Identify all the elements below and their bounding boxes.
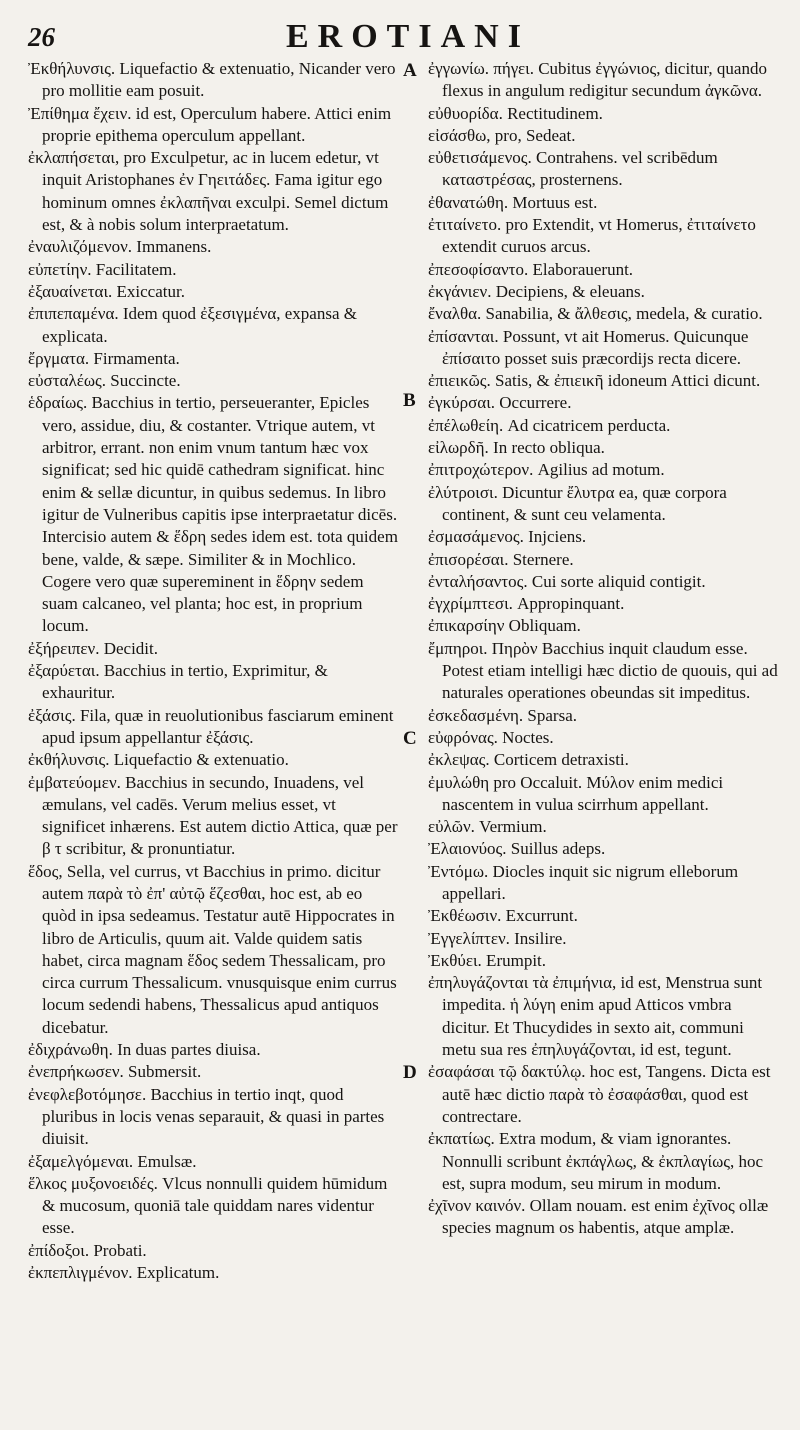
margin-letter-d: D [403, 1062, 417, 1083]
glossary-entry: ἐθανατώθη. Mortuus est. [428, 192, 598, 212]
glossary-entry: Ἐγγελίπτεν. Insilire. [428, 928, 567, 948]
glossary-entry: ἐγγωνίω. πήγει. Cubitus ἐγγώνιος, dicitur, quando flexus in angulum redigitur secundum ἀγκῶνα. [428, 59, 767, 101]
glossary-entry: ἐπιτροχώτερον. Agilius ad motum. [428, 460, 665, 480]
glossary-entry: εὐθυορίδα. Rectitudinem. [428, 103, 603, 123]
glossary-entry: εὐσταλέως. Succincte. [28, 371, 181, 391]
glossary-entry: ἐδιχράνωθη. In duas partes diuisa. [28, 1040, 261, 1060]
glossary-entry: ἐκγάνιεν. Decipiens, & eleuans. [428, 281, 645, 301]
glossary-entry: Ἐκθήλυνσις. Liquefactio & extenuatio, Nicander vero pro mollitie eam posuit. [28, 59, 396, 101]
glossary-entry: ἐμβατεύομεν. Bacchius in secundo, Inuadens, vel æmulans, vel cadēs. Verum melius esset, vt significet inhærens. Est autem dictio Attica, quæ per β τ scribitur, & pronuntiatur. [28, 772, 398, 859]
glossary-entry: ἐλύτροισι. Dicuntur ἔλυτρα ea, quæ corpora continent, & sunt ceu velamenta. [428, 482, 727, 524]
glossary-entry: ἐπίσανται. Possunt, vt ait Homerus. Quicunque ἐπίσαιτο posset suis præcordijs recta dicere. [428, 326, 749, 368]
glossary-entry: εἰσάσθω, pro, Sedeat. [428, 125, 576, 145]
glossary-entry: εὐθετισάμενος. Contrahens. vel scribēdum καταστρέσας, prosternens. [428, 148, 718, 190]
glossary-entry: ἐτιταίνετο. pro Extendit, vt Homerus, ἐτιταίνετο extendit curuos arcus. [428, 215, 756, 257]
glossary-entry: ἐμυλώθη pro Occaluit. Μύλον enim medici nascentem in vulua scirrhum appellant. [428, 772, 724, 814]
glossary-entry: εἰλωρδῆ. In recto obliqua. [428, 438, 605, 458]
glossary-entry: ἐκπατίως. Extra modum, & viam ignorantes. Nonnulli scribunt ἐκπάγλως, & ἐκπλαγίως, hoc est, supra modum, seu mirum in modum. [428, 1129, 764, 1193]
glossary-entry: εὐφρόνας. Noctes. [428, 727, 554, 747]
glossary-entry: ἐκπεπλιγμένον. Explicatum. [28, 1263, 220, 1283]
glossary-entry: ἐκθήλυνσις. Liquefactio & extenuatio. [28, 750, 289, 770]
glossary-entry: εὐπετίην. Facilitatem. [28, 259, 177, 279]
running-head: EROTIANI [286, 18, 530, 55]
glossary-entry: ἐνεφλεβοτόμησε. Bacchius in tertio inqt, quod pluribus in locis venas separauit, & quasi in partes diuisit. [28, 1084, 385, 1149]
glossary-entry: ἐκλεψας. Corticem detraxisti. [428, 750, 629, 770]
glossary-entry: ἕλκος μυξονοειδές. Vlcus nonnulli quidem hūmidum & mucosum, quoniā tale quiddam nares videntur esse. [28, 1173, 388, 1238]
margin-letter-c: C [403, 728, 417, 749]
glossary-entry: ἐσμασάμενος. Injciens. [428, 527, 587, 547]
glossary-entry: ἔμπηροι. Πηρὸν Bacchius inquit claudum esse. Potest etiam intelligi hæc dictio de quouis, qui ad naturales operationes obeundas sit impeditus. [428, 638, 778, 703]
glossary-entry: ἔναλθα. Sanabilia, & ἄλθεσις, medela, & curatio. [428, 304, 763, 324]
glossary-entry: εὐλῶν. Vermium. [428, 817, 547, 837]
glossary-entry: ἐξαμελγόμεναι. Emulsæ. [28, 1151, 197, 1171]
glossary-entry: ἐπιπεπαμένα. Idem quod ἐξεσιγμένα, expansa & explicata. [28, 304, 357, 346]
glossary-entry: ἐξαυαίνεται. Exiccatur. [28, 281, 185, 301]
glossary-entry: ἐξαρύεται. Bacchius in tertio, Exprimitur, & exhauritur. [28, 661, 328, 703]
glossary-entry: ἐπισορέσαι. Sternere. [428, 549, 574, 569]
glossary-entry: ἐκλαπήσεται, pro Exculpetur, ac in lucem edetur, vt inquit Aristophanes ἐν Γηειτάδες. Fama igitur ego hominum omnes ἐκλαπῆναι exculpi. Semel dictum est, & à nobis solum interpraetatum. [28, 148, 389, 235]
glossary-entry: Ἐκθύει. Erumpit. [428, 950, 547, 970]
glossary-entry: Ἐκθέωσιν. Excurrunt. [428, 906, 578, 926]
glossary-entry: Ἐπίθημα ἔχειν. id est, Operculum habere. Attici enim proprie epithema operculum appellant. [28, 103, 392, 145]
glossary-entry: ἐξήρειπεν. Decidit. [28, 638, 158, 658]
glossary-entry: ἐπηλυγάζονται τὰ ἐπιμήνια, id est, Menstrua sunt impedita. ἡ λύγη enim apud Atticos vmbra dicitur. Et Thucydides in sexto ait, communi metu sua res ἐπηλυγάζονται, id est, tegunt. [428, 973, 763, 1060]
page-header [0, 18, 800, 56]
glossary-entry: ἐγκύρσαι. Occurrere. [428, 393, 572, 413]
glossary-entry: ἐπεσοφίσαντο. Elaborauerunt. [428, 259, 634, 279]
margin-letter-b: B [403, 390, 416, 411]
glossary-entry: ἐξάσις. Fila, quæ in reuolutionibus fasciarum eminent apud ipsum appellantur ἐξάσις. [28, 705, 394, 747]
glossary-entry: Ἐλαιονύος. Suillus adeps. [428, 839, 606, 859]
left-column [28, 58, 400, 1284]
glossary-entry: ἐπέλωθείη. Ad cicatricem perducta. [428, 415, 671, 435]
glossary-entry: ἕδος, Sella, vel currus, vt Bacchius in primo. dicitur autem παρὰ τὸ ἐπ' αὐτῷ ἕζεσθαι, hoc est, ab eo quòd in ipsa sedeamus. Testatur autē Hippocrates in libro de Articulis, quum ait. Valde quidem satis habet, circa magnam ἕδος sedem Thessalicam, pro circa currum Thessalicum. vnusquisque enim currus locum sedendi habens, Thessalicus apud antiquos dicebatur. [28, 861, 397, 1037]
glossary-entry: ἐνταλήσαντος. Cui sorte aliquid contigit. [428, 571, 706, 591]
glossary-entry: ἐχῖνον καινόν. Ollam nouam. est enim ἐχῖνος ollæ species magnum os habentis, atque amplæ. [428, 1196, 769, 1238]
margin-letter-a: A [403, 60, 417, 81]
glossary-entry: Ἐντόμω. Diocles inquit sic nigrum elleborum appellari. [428, 861, 739, 903]
glossary-entry: ἐγχρίμπτεσι. Appropinquant. [428, 594, 625, 614]
glossary-entry: ἐπιεικῶς. Satis, & ἐπιεικῆ idoneum Attici dicunt. [428, 371, 761, 391]
glossary-entry: ἐσαφάσαι τῷ δακτύλῳ. hoc est, Tangens. Dicta est autē hæc dictio παρὰ τὸ ἐσαφάσθαι, quod est contrectare. [428, 1062, 771, 1126]
right-column [428, 58, 782, 1240]
glossary-entry: ἐπικαρσίην Obliquam. [428, 616, 581, 636]
glossary-entry: ἐσκεδασμένη. Sparsa. [428, 705, 577, 725]
page-number: 26 [28, 22, 55, 52]
glossary-entry: ἔργματα. Firmamenta. [28, 348, 180, 368]
glossary-entry: ἐνεπρήκωσεν. Submersit. [28, 1062, 202, 1082]
glossary-entry: ἐναυλιζόμενον. Immanens. [28, 237, 212, 257]
glossary-entry: ἑδραίως. Bacchius in tertio, perseueranter, Epicles vero, assidue, diu, & costanter. Vtrique autem, vt arbitror, errant. non enim vnum tantum hæc vox significat; sed hic quidē cathedram significat. hinc enim & sellæ dicuntur, in quibus sedemus. In libro igitur de Vulneribus capitis ipse interpraetatur dicēs. Intercisio autem & ἕδρη sedes idem est. tota quidem bene, valde, & sæpe. Similiter & in Mochlico. Cogere vero quæ supereminent in ἕδρην sedem suam calcaneo, vel planta; hoc est, in proprium locum. [28, 393, 398, 636]
glossary-entry: ἐπίδοξοι. Probati. [28, 1240, 147, 1260]
